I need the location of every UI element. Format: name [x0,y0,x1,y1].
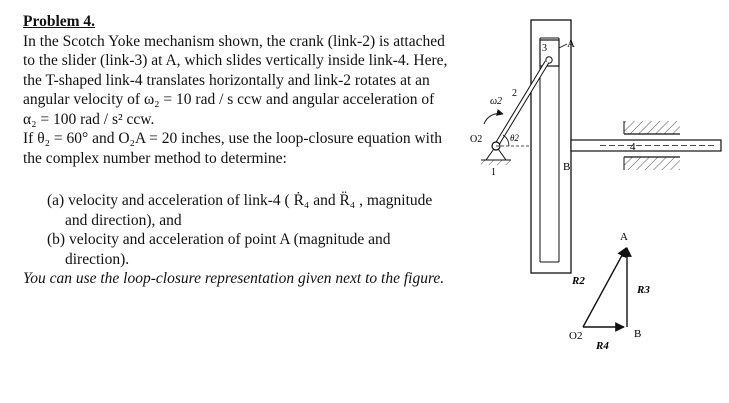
r2-vector [583,248,626,327]
theta-label: θ2 [510,133,519,143]
loop-r4-label: R4 [596,340,609,352]
omega-label: ω2 [490,96,503,107]
problem-intro-line: to the slider (link-3) at A, which slides vertically inside link-4. Here, [23,52,448,69]
problem-intro-line: angular velocity of ω₂ = 10 rad / s ccw and angular acceleration of [23,91,435,108]
problem-intro-line: the complex number method to determine: [23,149,287,167]
ground-pivot-o2 [481,135,531,165]
question-a-line: and direction), and [65,211,182,229]
link-4-rod [571,140,721,151]
problem-intro-line: If θ₂ = 60° and O₂A = 20 inches, use the loop-closure equation with [23,130,442,147]
ground-label: 1 [491,167,496,178]
loop-closure-diagram [583,248,627,327]
loop-b-label: B [634,328,642,340]
loop-o2-label: O2 [569,330,583,342]
point-a-label: A [567,38,575,50]
question-b-line: (b) velocity and acceleration of point A (magnitude and [47,231,391,248]
question-b-line: direction). [65,250,130,268]
problem-intro-line: α₂ = 100 rad / s² ccw. [23,110,155,128]
point-b-label: B [563,161,571,173]
problem-intro-line: In the Scotch Yoke mechanism shown, the crank (link-2) is attached [23,32,445,50]
problem-intro-line: the T-shaped link-4 translates horizontally and link-2 rotates at an [23,71,430,89]
question-a-line: (a) velocity and acceleration of link-4 ( Ṙ₄ and R̈₄ , magnitude [47,192,433,209]
loop-r2-label: R2 [572,275,585,287]
ground-guide-bottom [624,157,680,170]
ground-guide-top [624,121,680,134]
link-4-label: 4 [630,141,636,153]
link-3-label: 3 [542,43,547,54]
o2-label: O2 [470,134,483,145]
loop-r3-label: R3 [637,284,650,296]
link-2-label: 2 [512,88,517,99]
problem-title: Problem 4. [23,13,96,30]
loop-closure-note: You can use the loop-closure representation given next to the figure. [23,270,445,287]
loop-a-label: A [620,231,628,243]
omega-arrow [484,113,503,124]
